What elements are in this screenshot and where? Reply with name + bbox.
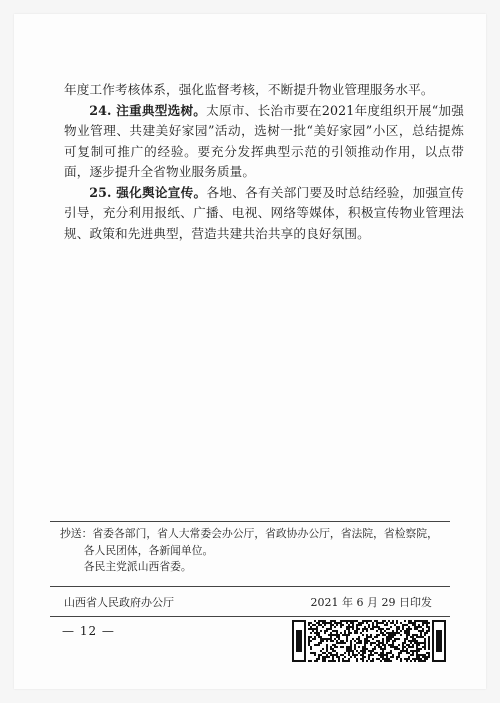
document-body — [64, 80, 464, 244]
paragraph-heading: 25. 强化舆论宣传。 — [89, 184, 207, 200]
qr-code-icon — [292, 620, 446, 662]
issue-date: 2021 年 6 月 29 日印发 — [310, 595, 432, 609]
issuer-name: 山西省人民政府办公厅 — [64, 595, 174, 609]
distribution-label: 抄送： — [60, 527, 93, 540]
distribution-list — [60, 526, 442, 559]
paragraph-text: 太原市、长治市要在2021年度组织开展“加强物业管理、共建美好家园”活动，选树一批“美好家园”小区，总结提炼可复制可推广的经验。要充分发挥典型示范的引领推动作用，以点带面，逐步提升全省物业服务质量。 — [64, 102, 464, 179]
distribution-block — [50, 521, 450, 587]
distribution-recipients: 省委各部门，省人大常委会办公厅，省政协办公厅，省法院，省检察院，各人民团体，各新闻单位。 — [83, 527, 438, 557]
page-number: — 12 — — [62, 624, 115, 638]
distribution-recipients-2: 各民主党派山西省委。 — [83, 560, 192, 573]
paragraph-text: 各地、各有关部门要及时总结经验，加强宣传引导，充分利用报纸、广播、电视、网络等媒体，积极宣传物业管理法规、政策和先进典型，营造共建共治共享的良好氛围。 — [64, 184, 465, 241]
paragraph-item-25 — [64, 183, 464, 245]
paragraph-heading: 24. 注重典型选树。 — [89, 102, 207, 118]
paragraph-item-24 — [64, 101, 464, 183]
paragraph-text: 年度工作考核体系，强化监督考核，不断提升物业管理服务水平。 — [64, 82, 434, 97]
paragraph-continuation — [64, 80, 464, 101]
issuer-row — [50, 587, 450, 617]
